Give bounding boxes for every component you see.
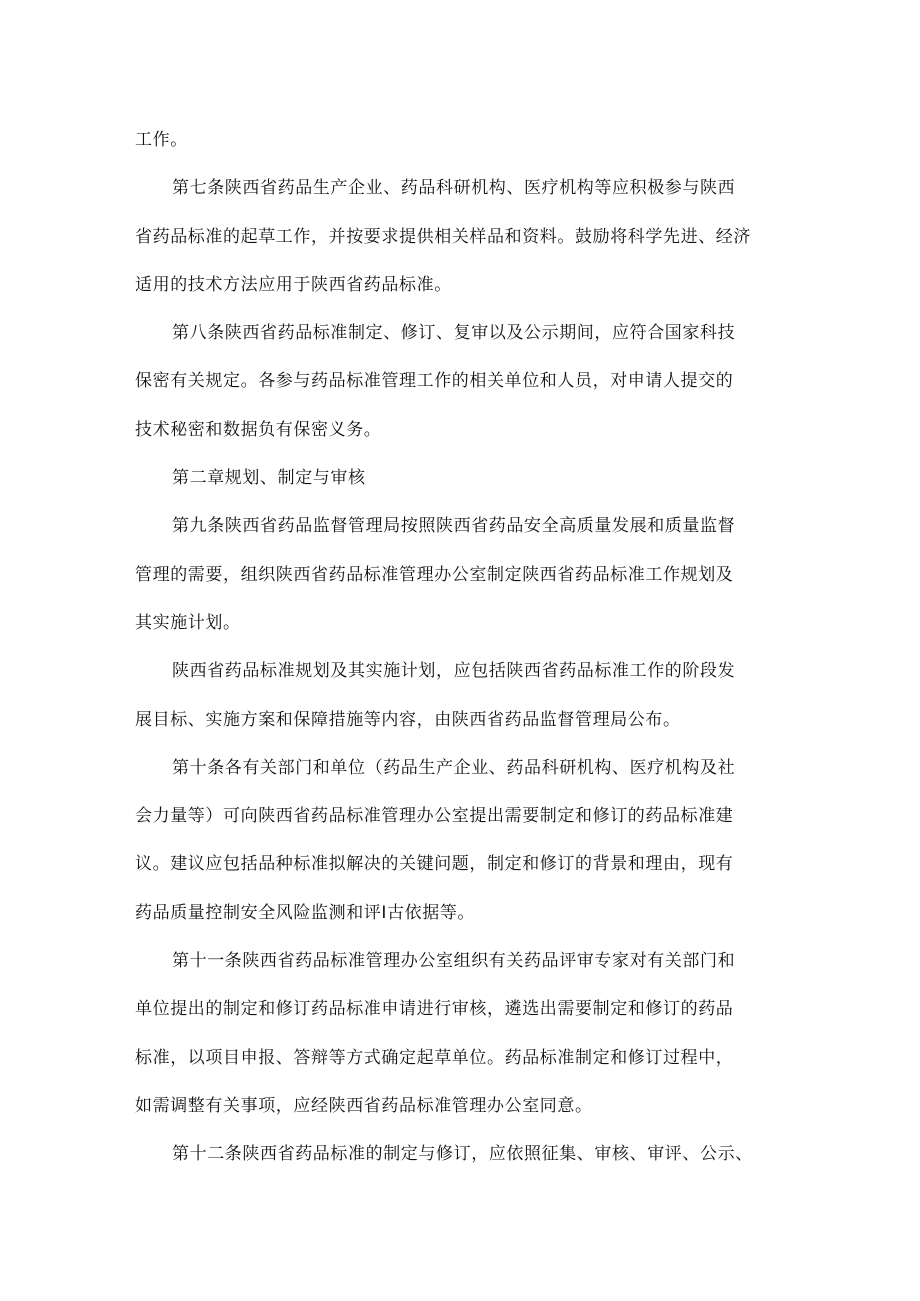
chapter-2-heading: 第二章规划、制定与审核	[172, 468, 366, 489]
text-line: 药品质量控制安全风险监测和评I古依据等。	[135, 902, 476, 923]
article-12-line: 第十二条陕西省药品标准的制定与修订，应依照征集、审核、审评、公示、	[172, 1144, 753, 1165]
text-line: 保密有关规定。各参与药品标准管理工作的相关单位和人员，对申请人提交的	[135, 371, 734, 392]
article-10-line: 第十条各有关部门和单位（药品生产企业、药品科研机构、医疗机构及社	[172, 757, 736, 778]
article-11-line: 第十一条陕西省药品标准管理办公室组织有关药品评审专家对有关部门和	[172, 951, 736, 972]
plan-paragraph-line: 陕西省药品标准规划及其实施计划，应包括陕西省药品标准工作的阶段发	[172, 661, 736, 682]
regulation-text	[135, 116, 785, 1179]
text-line: 单位提出的制定和修订药品标准申请进行审核，遴选出需要制定和修订的药品	[135, 999, 734, 1020]
text-line: 技术秘密和数据负有保密义务。	[135, 419, 382, 440]
text-line: 如需调整有关事项，应经陕西省药品标准管理办公室同意。	[135, 1095, 593, 1116]
text-line: 展目标、实施方案和保障措施等内容，由陕西省药品监督管理局公布。	[135, 709, 681, 730]
text-line: 标准，以项目申报、答辩等方式确定起草单位。药品标准制定和修订过程中，	[135, 1047, 734, 1068]
text-line: 适用的技术方法应用于陕西省药品标准。	[135, 274, 452, 295]
article-8-line: 第八条陕西省药品标准制定、修订、复审以及公示期间，应符合国家科技	[172, 323, 736, 344]
text-line: 工作。	[135, 130, 188, 150]
text-line: 管理的需要，组织陕西省药品标准管理办公室制定陕西省药品标准工作规划及	[135, 564, 734, 585]
text-line: 会力量等）可向陕西省药品标准管理办公室提出需要制定和修订的药品标准建	[135, 806, 734, 827]
text-line: 议。建议应包括品种标准拟解决的关键问题，制定和修订的背景和理由，现有	[135, 854, 734, 875]
text-line: 省药品标准的起草工作，并按要求提供相关样品和资料。鼓励将科学先进、经济	[135, 226, 751, 247]
article-7-line: 第七条陕西省药品生产企业、药品科研机构、医疗机构等应积极参与陕西	[172, 178, 736, 199]
text-line: 其实施计划。	[135, 612, 241, 633]
article-9-line: 第九条陕西省药品监督管理局按照陕西省药品安全高质量发展和质量监督	[172, 516, 736, 537]
